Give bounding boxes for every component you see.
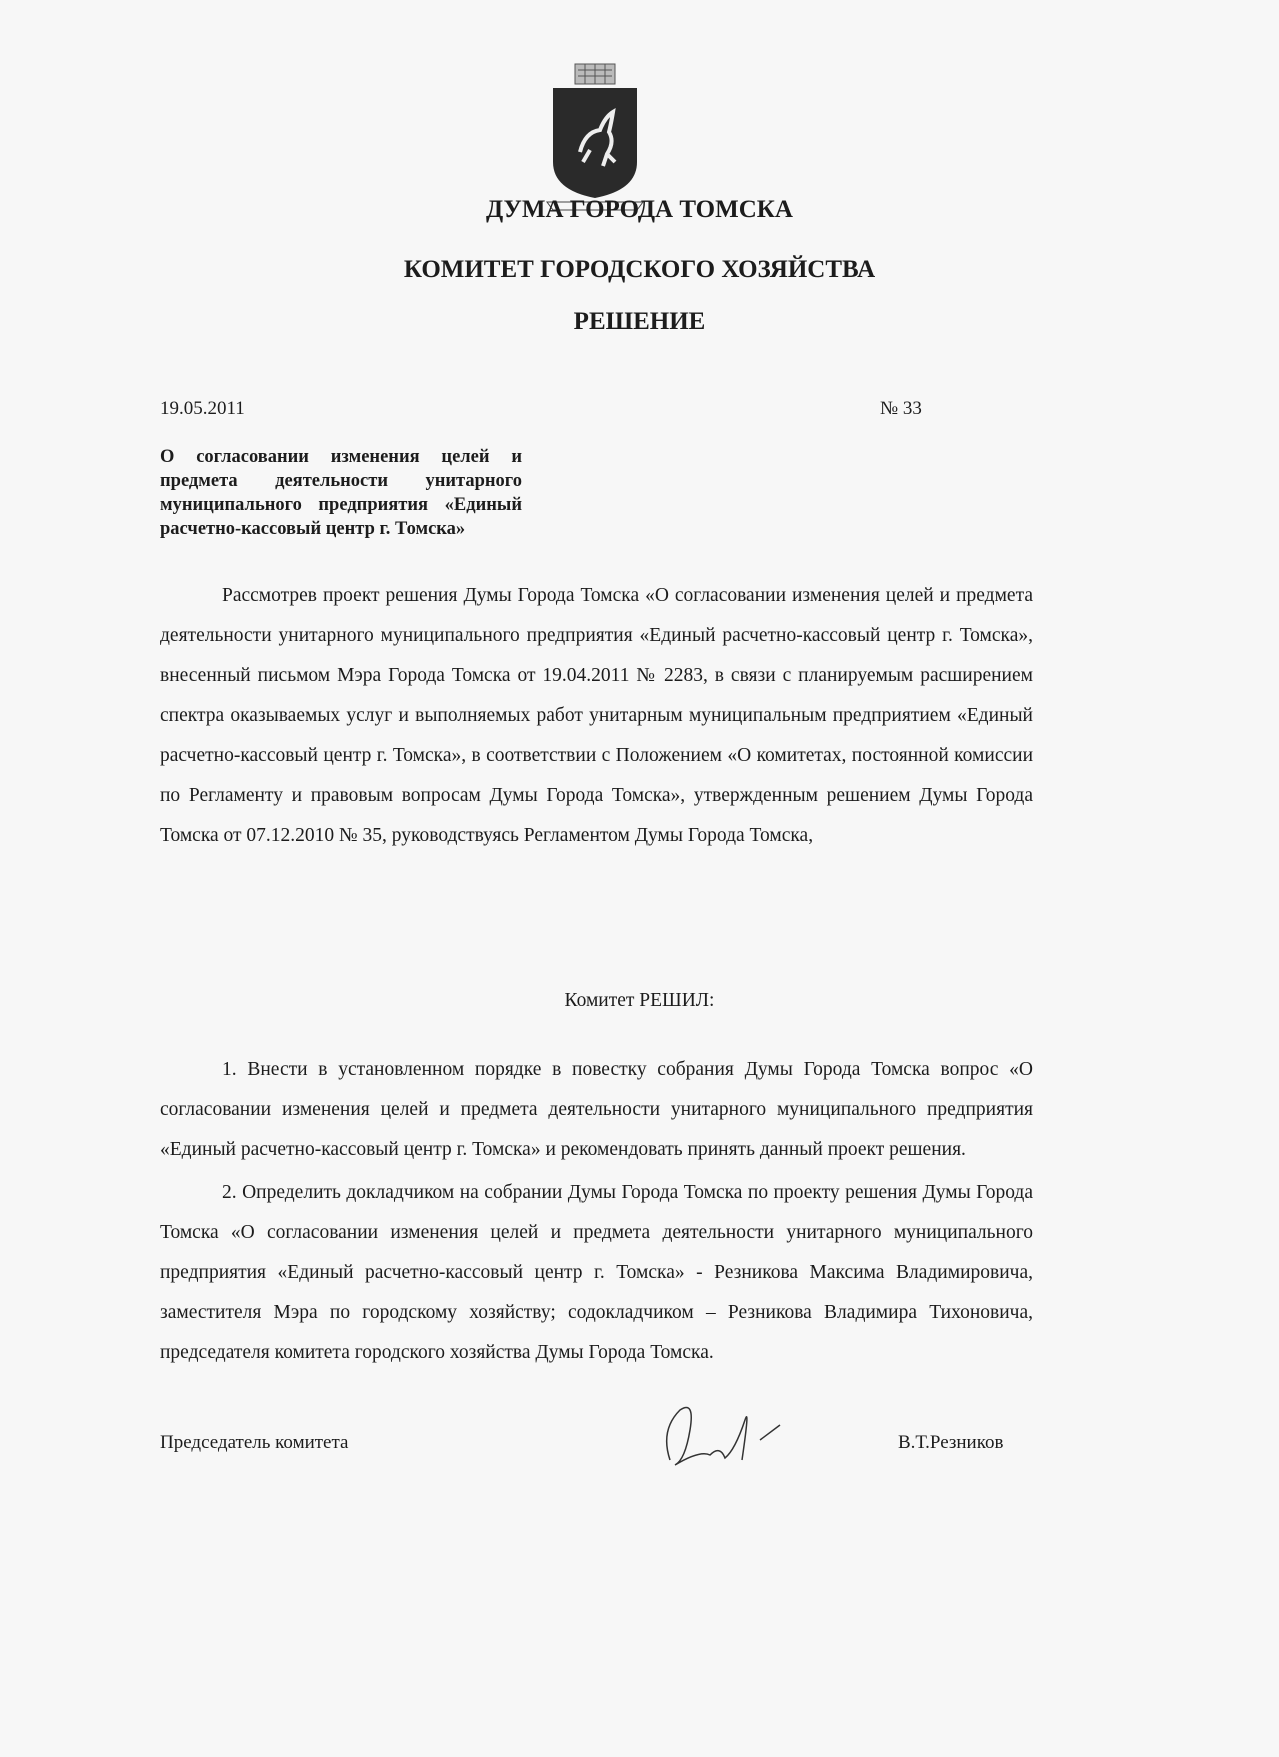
signatory-name: В.Т.Резников bbox=[898, 1432, 1004, 1453]
handwritten-signature bbox=[650, 1390, 800, 1480]
organization-title: ДУМА ГОРОДА ТОМСКА bbox=[486, 196, 793, 223]
decision-item-2: 2. Определить докладчиком на собрании Думы Города Томска по проекту решения Думы Города Томска «О согласовании изменения целей и предмета деятельности унитарного муниципального предприятия «Единый расчетно-кассовый центр г. Томска» - Резникова Максима Владимировича, заместителя Мэра по городскому хозяйству; содокладчиком – Резникова Владимира Тихоновича, председателя комитета городского хозяйства Думы Города Томска. bbox=[160, 1182, 1033, 1363]
document-date: 19.05.2011 bbox=[160, 398, 245, 419]
committee-title: КОМИТЕТ ГОРОДСКОГО ХОЗЯЙСТВА bbox=[403, 256, 876, 283]
document-number: № 33 bbox=[880, 398, 922, 419]
decision-heading: Комитет РЕШИЛ: bbox=[564, 990, 715, 1011]
signatory-role: Председатель комитета bbox=[160, 1432, 349, 1453]
document-type: РЕШЕНИЕ bbox=[573, 308, 706, 335]
decision-item-1: 1. Внести в установленном порядке в повестку собрания Думы Города Томска вопрос «О согласовании изменения целей и предмета деятельности унитарного муниципального предприятия «Единый расчетно-кассовый центр г. Томска» и рекомендовать принять данный проект решения. bbox=[160, 1059, 1033, 1160]
preamble-paragraph: Рассмотрев проект решения Думы Города Томска «О согласовании изменения целей и предмета деятельности унитарного муниципального предприятия «Единый расчетно-кассовый центр г. Томска», внесенный письмом Мэра Города Томска от 19.04.2011 № 2283, в связи с планируемым расширением спектра оказываемых услуг и выполняемых работ унитарным муниципальным предприятием «Единый расчетно-кассовый центр г. Томска», в соответствии с Положением «О комитетах, постоянной комиссии по Регламенту и правовым вопросам Думы Города Томска», утвержденным решением Думы Города Томска от 07.12.2010 № 35, руководствуясь Регламентом Думы Города Томска, bbox=[160, 585, 1033, 846]
document-subject: О согласовании изменения целей и предмета деятельности унитарного муниципального предприятия «Единый расчетно-кассовый центр г. Томска» bbox=[160, 447, 522, 539]
